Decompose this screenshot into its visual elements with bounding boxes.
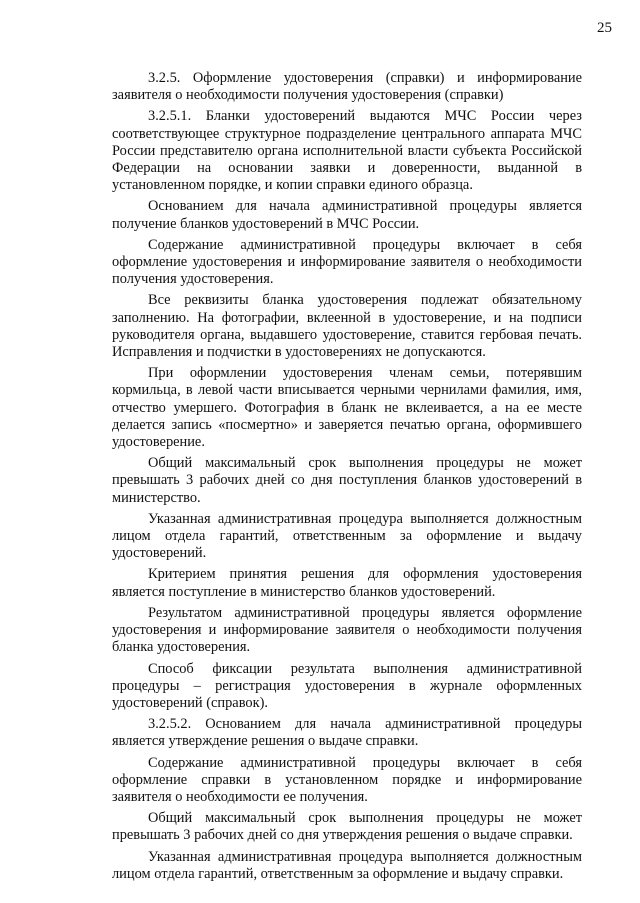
paragraph: При оформлении удостоверения членам семьи, потерявшим кормильца, в левой части вписывается черными чернилами фамилия, имя, отчество умершего. Фотография в бланк не вклеивается, а на ее месте делается запись «посмертно» и заверяется печатью органа, оформившего удостоверение. — [112, 365, 582, 451]
paragraph: Критерием принятия решения для оформления удостоверения является поступление в министерство бланков удостоверений. — [112, 566, 582, 600]
paragraph: Указанная административная процедура выполняется должностным лицом отдела гарантий, ответственным за оформление и выдачу удостоверений. — [112, 510, 582, 562]
paragraph: Содержание административной процедуры включает в себя оформление справки в установленном порядке и информирование заявителя о необходимости ее получения. — [112, 754, 582, 805]
paragraph: Результатом административной процедуры является оформление удостоверения и информирование заявителя о необходимости получения бланка удостоверения. — [112, 604, 582, 656]
paragraph-3-2-5-2: 3.2.5.2. Основанием для начала административной процедуры является утверждение решения о выдаче справки. — [112, 716, 582, 750]
paragraph: Основанием для начала административной процедуры является получение бланков удостоверений в МЧС России. — [112, 198, 582, 232]
paragraph: Все реквизиты бланка удостоверения подлежат обязательному заполнению. На фотографии, вклеенной в удостоверение, и на подписи руководителя органа, выдавшего удостоверение, ставится гербовая печать. Исправления и подчистки в удостоверениях не допускаются. — [112, 292, 582, 361]
section-heading-3-2-5: 3.2.5. Оформление удостоверения (справки) и информирование заявителя о необходимости получения удостоверения (справки) — [112, 70, 582, 104]
paragraph-3-2-5-1: 3.2.5.1. Бланки удостоверений выдаются МЧС России через соответствующее структурное подразделение центрального аппарата МЧС России представителю органа исполнительной власти субъекта Российской Федерации на основании заявки и доверенности, выданной в установленном порядке, и копии справки единого образца. — [112, 108, 582, 194]
document-body — [112, 70, 582, 887]
paragraph: Общий максимальный срок выполнения процедуры не может превышать 3 рабочих дней со дня утверждения решения о выдаче справки. — [112, 810, 582, 844]
page-number: 25 — [597, 20, 612, 36]
paragraph: Общий максимальный срок выполнения процедуры не может превышать 3 рабочих дней со дня поступления бланков удостоверений в министерство. — [112, 455, 582, 506]
paragraph: Содержание административной процедуры включает в себя оформление удостоверения и информирование заявителя о необходимости получения удостоверения. — [112, 236, 582, 288]
paragraph: Указанная административная процедура выполняется должностным лицом отдела гарантий, ответственным за оформление и выдачу справки. — [112, 848, 582, 882]
paragraph: Способ фиксации результата выполнения административной процедуры – регистрация удостоверения в журнале оформленных удостоверений (справок). — [112, 660, 582, 711]
